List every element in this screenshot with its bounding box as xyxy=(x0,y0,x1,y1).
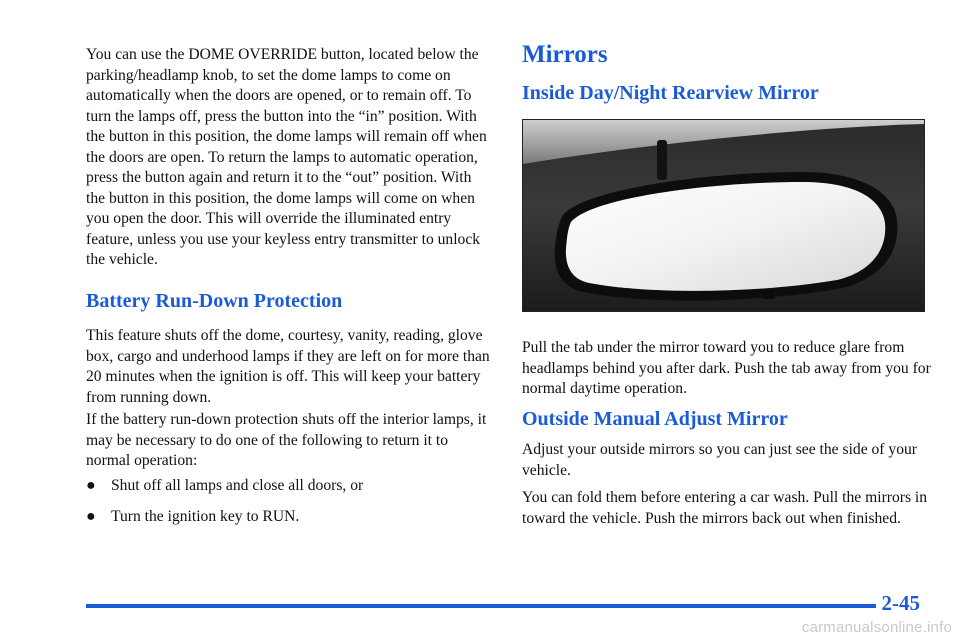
bullet-text: Shut off all lamps and close all doors, or xyxy=(111,477,364,494)
chapter-title: Mirrors xyxy=(522,41,608,68)
battery-paragraph-1: This feature shuts off the dome, courtesy, vanity, reading, glove box, cargo and underhood lamps if they are left on for more than 20 minutes when the ignition is off. This will keep your battery from running down. xyxy=(86,327,490,406)
outside-mirror-paragraph-2: You can fold them before entering a car wash. Pull the mirrors in toward the vehicle. Push the mirrors back out when finished. xyxy=(522,489,928,527)
inside-mirror-heading: Inside Day/Night Rearview Mirror xyxy=(522,82,819,104)
bullet-text: Turn the ignition key to RUN. xyxy=(111,508,300,525)
watermark: carmanualsonline.info xyxy=(801,619,952,636)
page-number: 2-45 xyxy=(881,591,920,615)
rearview-mirror-photo xyxy=(522,119,925,312)
footer-rule xyxy=(86,604,876,608)
inside-mirror-paragraph: Pull the tab under the mirror toward you to reduce glare from headlamps behind you after dark. Push the tab away from you for normal daytime operation. xyxy=(522,339,931,397)
outside-mirror-paragraph-1: Adjust your outside mirrors so you can just see the side of your vehicle. xyxy=(522,441,917,479)
bullet-icon: ● xyxy=(86,477,96,494)
battery-paragraph-2: If the battery run-down protection shuts off the interior lamps, it may be necessary to do one of the following to return it to normal operation: xyxy=(86,411,487,469)
battery-rundown-heading: Battery Run-Down Protection xyxy=(86,290,343,312)
dome-override-paragraph: You can use the DOME OVERRIDE button, located below the parking/headlamp knob, to set the dome lamps to come on automatically when the doors are opened, or to remain off. To turn the lamps off, press the button into the “in” position. With the button in this position, the dome lamps will remain off when the doors are open. To return the lamps to automatic operation, press the button again and return it to the “out” position. With the button in this position, the dome lamps will come on when you open the door. This will override the illuminated entry feature, unless you use your keyless entry transmitter to unlock the vehicle. xyxy=(86,46,487,268)
bullet-icon: ● xyxy=(86,508,96,525)
outside-mirror-heading: Outside Manual Adjust Mirror xyxy=(522,408,788,430)
rearview-mirror-illustration xyxy=(523,120,925,312)
